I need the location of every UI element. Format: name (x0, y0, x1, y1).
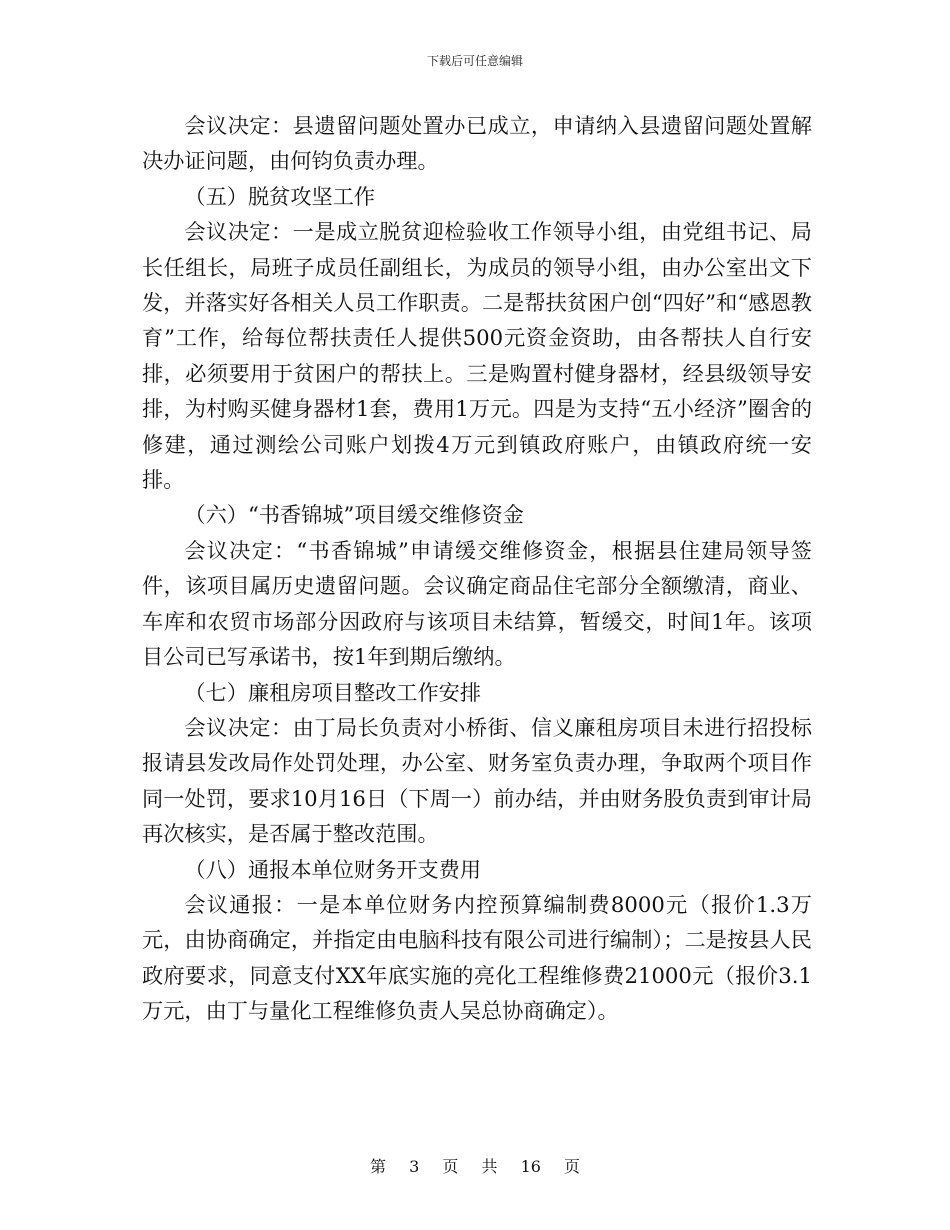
section-heading: （七）廉租房项目整改工作安排 (184, 679, 482, 705)
paragraph: 会议决定：“书香锦城”申请缓交维修资金，根据县住建局领导签件，该项目属历史遗留问题。会议确定商品住宅部分全额缴清，商业、车库和农贸市场部分因政府与该项目未结算，暂缓交，时间1年。该项目公司已写承诺书，按1年到期后缴纳。 (142, 537, 812, 670)
section-heading: （六）“书香锦城”项目缓交维修资金 (184, 502, 524, 528)
footer-mid1: 页 (442, 1157, 459, 1176)
paragraph: 会议决定：县遗留问题处置办已成立，申请纳入县遗留问题处置解决办证问题，由何钧负责办理。 (142, 113, 812, 174)
footer-prefix: 第 (369, 1157, 386, 1176)
paragraph: 会议决定：由丁局长负责对小桥街、信义廉租房项目未进行招投标报请县发改局作处罚处理，办公室、财务室负责办理，争取两个项目作同一处罚，要求10月16日（下周一）前办结，并由财务股负责到审计局再次核实，是否属于整改范围。 (142, 714, 812, 847)
footer-suffix: 页 (564, 1157, 581, 1176)
page-header: 下载后可任意编辑 (426, 54, 523, 68)
footer-mid2: 共 (481, 1157, 498, 1176)
section-heading: （五）脱贫攻坚工作 (184, 183, 376, 209)
total-pages: 16 (520, 1157, 541, 1176)
section-heading: （八）通报本单位财务开支费用 (184, 856, 482, 882)
paragraph: 会议通报：一是本单位财务内控预算编制费8000元（报价1.3万元，由协商确定，并指定由电脑科技有限公司进行编制）；二是按县人民政府要求，同意支付XX年底实施的亮化工程维修费21000元（报价3.1万元，由丁与量化工程维修负责人吴总协商确定）。 (142, 891, 812, 1024)
page-footer (0, 1154, 950, 1177)
paragraph: 会议决定：一是成立脱贫迎检验收工作领导小组，由党组书记、局长任组长，局班子成员任副组长，为成员的领导小组，由办公室出文下发，并落实好各相关人员工作职责。二是帮扶贫困户创“四好”和“感恩教育”工作，给每位帮扶责任人提供500元资金资助，由各帮扶人自行安排，必须要用于贫困户的帮扶上。三是购置村健身器材，经县级领导安排，为村购买健身器材1套，费用1万元。四是为支持“五小经济”圈舍的修建，通过测绘公司账户划拨4万元到镇政府账户，由镇政府统一安排。 (142, 219, 812, 493)
page-number: 3 (409, 1157, 420, 1176)
document-body (142, 108, 812, 1029)
